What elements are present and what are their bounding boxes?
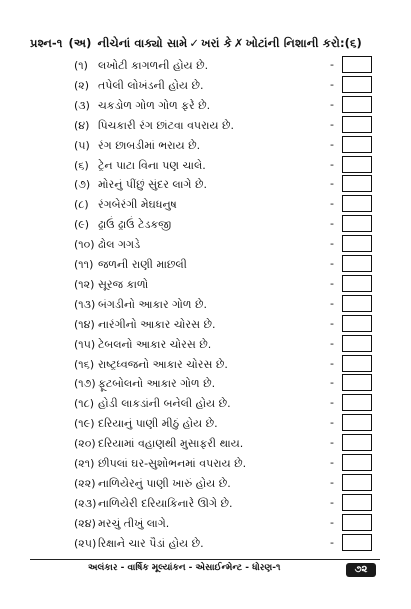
statement-text: ટ્રેન પાટા વિના પણ ચાલે. bbox=[98, 158, 206, 172]
statement-number: (૧૪) bbox=[74, 317, 95, 331]
answer-dash: - bbox=[330, 276, 334, 290]
statement-number: (૧૧) bbox=[74, 258, 94, 271]
statement-number: (૩) bbox=[74, 98, 90, 112]
answer-dash: - bbox=[330, 475, 334, 489]
answer-dash: - bbox=[330, 356, 334, 370]
statement-text: હોડી લાકડાંની બનેલી હોય છે. bbox=[98, 397, 231, 411]
tick-mark-icon: ✓ bbox=[189, 36, 200, 50]
footer-divider bbox=[30, 559, 380, 560]
statement-text: પિચકારી રંગ છાંટવા વપરાય છે. bbox=[98, 118, 234, 132]
statement-text: જળની રાણી માછલી bbox=[98, 258, 187, 271]
statement-number: (૨૧) bbox=[74, 457, 95, 470]
answer-box[interactable] bbox=[342, 195, 372, 212]
statement-row bbox=[0, 96, 411, 116]
answer-dash: - bbox=[330, 495, 334, 509]
answer-dash: - bbox=[330, 177, 334, 191]
statement-text: લખોટી કાગળની હોય છે. bbox=[98, 59, 209, 72]
statement-number: (૪) bbox=[74, 118, 90, 132]
question-number: પ્રશ્ન-૧ bbox=[30, 36, 63, 50]
answer-box[interactable] bbox=[342, 56, 372, 73]
statement-number: (૮) bbox=[74, 198, 89, 212]
statement-text: નાળિયેરી દરિયાકિનારે ઊગે છે. bbox=[98, 496, 233, 510]
statement-text: બંગડીનો આકાર ગોળ છે. bbox=[98, 297, 207, 311]
answer-dash: - bbox=[330, 535, 334, 549]
answer-box[interactable] bbox=[342, 514, 372, 531]
answer-box[interactable] bbox=[342, 295, 372, 312]
statement-row bbox=[0, 235, 411, 255]
statement-text: ઢ્રાઉં ઢ્રાઉં ટેડકજી bbox=[98, 218, 172, 232]
statement-row bbox=[0, 295, 411, 315]
answer-dash: - bbox=[330, 77, 334, 91]
instruction-start: નીચેનાં વાક્યો સામે bbox=[97, 36, 188, 50]
statement-text: ચકડોળ ગોળ ગોળ ફરે છે. bbox=[98, 98, 211, 112]
answer-dash: - bbox=[330, 515, 334, 529]
statement-number: (૧૯) bbox=[74, 417, 95, 431]
answer-dash: - bbox=[330, 58, 334, 71]
statement-text: મોરનું પીંછું સુંદર લાગે છે. bbox=[98, 178, 207, 192]
statement-row bbox=[0, 355, 411, 375]
answer-dash: - bbox=[330, 257, 334, 270]
answer-dash: - bbox=[330, 217, 334, 231]
statement-number: (૨) bbox=[74, 78, 90, 92]
statement-row bbox=[0, 514, 411, 534]
answer-box[interactable] bbox=[342, 275, 372, 292]
statement-text: તપેલી લોખંડની હોય છે. bbox=[98, 78, 204, 92]
statement-text: નાળિયેરનું પાણી ખારું હોય છે. bbox=[98, 476, 231, 490]
statement-text: સૂરજ કાળો bbox=[98, 277, 149, 291]
statement-row bbox=[0, 335, 411, 355]
answer-box[interactable] bbox=[342, 175, 372, 192]
answer-box[interactable] bbox=[342, 235, 372, 252]
statement-number: (૫) bbox=[74, 138, 90, 152]
answer-box[interactable] bbox=[342, 255, 372, 272]
answer-box[interactable] bbox=[342, 454, 372, 471]
statement-row bbox=[0, 175, 411, 195]
statement-text: રાષ્ટ્રધ્વજનો આકાર ચોરસ છે. bbox=[98, 357, 228, 371]
answer-box[interactable] bbox=[342, 76, 372, 93]
answer-box[interactable] bbox=[342, 215, 372, 232]
answer-dash: - bbox=[330, 416, 334, 430]
answer-box[interactable] bbox=[342, 434, 372, 451]
answer-box[interactable] bbox=[342, 96, 372, 113]
statement-number: (૧૦) bbox=[74, 238, 95, 252]
statement-row bbox=[0, 215, 411, 235]
answer-dash: - bbox=[330, 296, 334, 310]
instruction-middle: ખરાં કે bbox=[201, 36, 232, 50]
question-part: (અ) bbox=[68, 36, 92, 50]
question-marks: (૬) bbox=[344, 36, 362, 50]
answer-box[interactable] bbox=[342, 156, 372, 173]
answer-dash: - bbox=[330, 97, 334, 111]
answer-box[interactable] bbox=[342, 474, 372, 491]
statement-text: નારંગીનો આકાર ચોરસ છે. bbox=[98, 317, 216, 331]
statement-text: મરચું તીખું લાગે. bbox=[98, 516, 170, 530]
statement-number: (૨૩) bbox=[74, 496, 97, 510]
statement-number: (૧૫) bbox=[74, 337, 96, 351]
statement-row bbox=[0, 156, 411, 176]
statement-number: (૧૮) bbox=[74, 397, 95, 411]
statement-text: દરિયામાં વહાણથી મુસાફરી થાય. bbox=[98, 437, 244, 451]
answer-dash: - bbox=[330, 137, 334, 151]
statement-number: (૧૩) bbox=[74, 297, 96, 311]
footer-text: અલંકાર - વાર્ષિક મૂલ્યાંકન - એસાઈન્મેન્ટ - ધોરણ-૧ bbox=[88, 563, 281, 573]
answer-dash: - bbox=[330, 197, 334, 211]
cross-mark-icon: ✗ bbox=[233, 36, 244, 50]
statement-row bbox=[0, 275, 411, 295]
statement-text: છીપલાં ઘર-સુશોભનમાં વપરાય છે. bbox=[98, 457, 247, 470]
answer-box[interactable] bbox=[342, 315, 372, 332]
statement-row bbox=[0, 136, 411, 156]
answer-dash: - bbox=[330, 436, 334, 450]
statement-row bbox=[0, 76, 411, 96]
statement-number: (૬) bbox=[74, 158, 89, 172]
statement-row bbox=[0, 255, 411, 275]
statement-number: (૧) bbox=[74, 59, 88, 72]
statement-text: રિક્ષાને ચાર પૈડાં હોય છે. bbox=[98, 536, 204, 550]
answer-dash: - bbox=[330, 456, 334, 469]
answer-box[interactable] bbox=[342, 414, 372, 431]
answer-dash: - bbox=[330, 336, 334, 350]
statement-number: (૨૦) bbox=[74, 437, 96, 451]
answer-dash: - bbox=[330, 316, 334, 330]
statement-number: (૯) bbox=[74, 218, 90, 232]
statement-row bbox=[0, 494, 411, 514]
statement-row bbox=[0, 116, 411, 136]
answer-box[interactable] bbox=[342, 374, 372, 391]
answer-dash: - bbox=[330, 376, 334, 390]
statement-row bbox=[0, 434, 411, 454]
page-number: ૭૨ bbox=[346, 563, 376, 577]
statement-number: (૧૨) bbox=[74, 277, 95, 291]
statement-number: (૧૬) bbox=[74, 357, 95, 371]
statement-row bbox=[0, 394, 411, 414]
answer-box[interactable] bbox=[342, 335, 372, 352]
statement-row bbox=[0, 315, 411, 335]
statement-row bbox=[0, 374, 411, 394]
statement-row bbox=[0, 534, 411, 554]
instruction-end: ખોટાંની નિશાની કરો: bbox=[245, 36, 345, 50]
statement-text: ટેબલનો આકાર ચોરસ છે. bbox=[98, 337, 212, 351]
answer-box[interactable] bbox=[342, 136, 372, 153]
answer-dash: - bbox=[330, 396, 334, 410]
statement-number: (૨૫) bbox=[74, 536, 97, 550]
answer-box[interactable] bbox=[342, 355, 372, 372]
statement-row bbox=[0, 414, 411, 434]
answer-box[interactable] bbox=[342, 116, 372, 133]
statement-text: ફૂટબોલનો આકાર ગોળ છે. bbox=[98, 377, 216, 391]
answer-box[interactable] bbox=[342, 534, 372, 551]
statement-number: (૭) bbox=[74, 178, 91, 192]
statement-row bbox=[0, 474, 411, 494]
statement-text: રંગ છાબડીમાં ભરાય છે. bbox=[98, 138, 201, 152]
answer-dash: - bbox=[330, 117, 334, 131]
statement-row bbox=[0, 56, 411, 76]
statement-number: (૧૭) bbox=[74, 377, 96, 391]
answer-dash: - bbox=[330, 237, 334, 251]
statement-text: રંગબેરંગી મેઘધનુષ bbox=[98, 198, 177, 212]
answer-dash: - bbox=[330, 157, 334, 171]
statement-text: દરિયાનું પાણી મીઠું હોય છે. bbox=[98, 417, 218, 431]
answer-box[interactable] bbox=[342, 494, 372, 511]
statement-number: (૨૪) bbox=[74, 516, 96, 530]
statement-row bbox=[0, 195, 411, 215]
answer-box[interactable] bbox=[342, 394, 372, 411]
question-header bbox=[30, 36, 380, 54]
statement-text: ઢોલ ગગડે bbox=[98, 238, 141, 252]
statement-row bbox=[0, 454, 411, 474]
statement-number: (૨૨) bbox=[74, 476, 96, 490]
